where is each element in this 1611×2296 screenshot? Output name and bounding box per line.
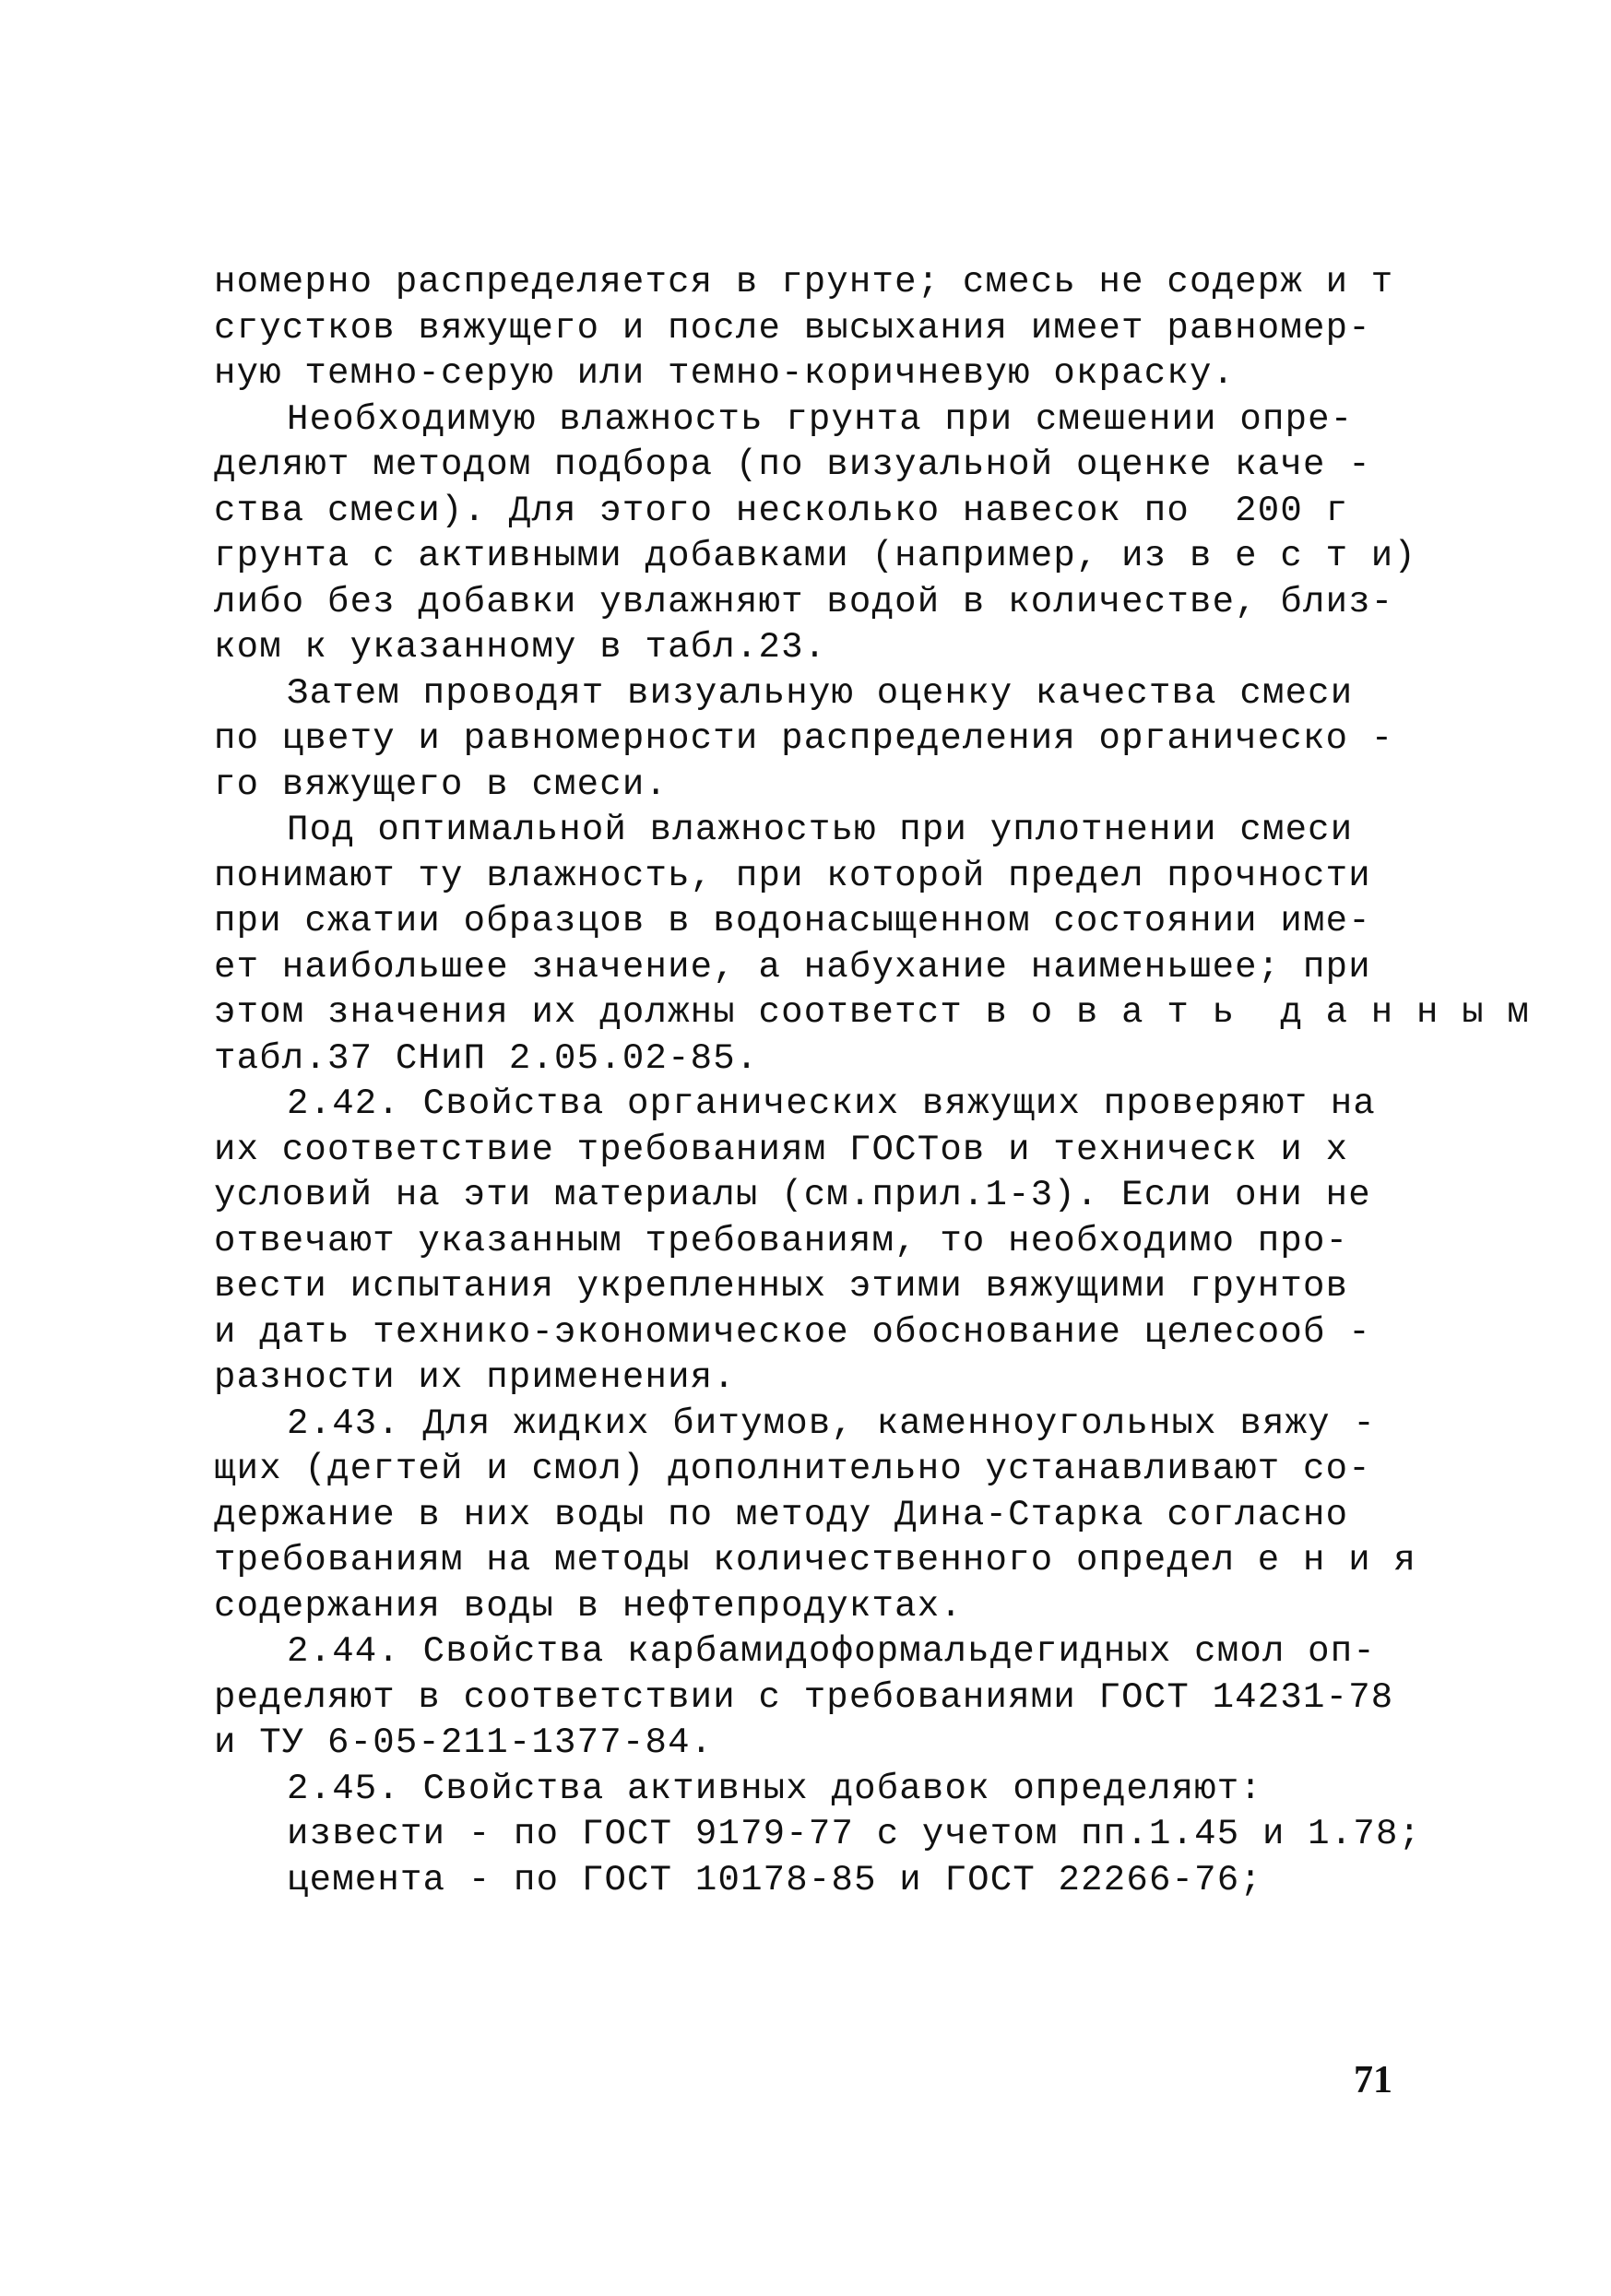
text-line: деляют методом подбора (по визуальной оценке каче -	[214, 444, 1371, 485]
text-line: ет наибольшее значение, а набухание наименьшее; при	[214, 946, 1371, 988]
section-2-43-line: 2.43. Для жидких битумов, каменноугольных вяжу -	[287, 1402, 1376, 1444]
text-line: сгустков вяжущего и после высыхания имеет равномер-	[214, 307, 1371, 349]
list-item-cement: цемента - по ГОСТ 10178-85 и ГОСТ 22266-76;	[287, 1859, 1262, 1900]
paragraph-start-line: Под оптимальной влажностью при уплотнении смеси	[287, 810, 1354, 850]
text-line: разности их применения.	[214, 1357, 736, 1398]
text-line: ную темно-серую или темно-коричневую окраску.	[214, 353, 1236, 394]
text-line: ства смеси). Для этого несколько навесок по 200 г	[214, 490, 1349, 531]
text-line: и дать технико-экономическое обоснование целесооб -	[214, 1311, 1371, 1353]
body-text	[214, 260, 1531, 1903]
text-line: ределяют в соответствии с требованиями ГОСТ 14231-78	[214, 1676, 1394, 1718]
text-line: грунта с активными добавками (например, из в е с т и)	[214, 536, 1417, 576]
section-2-42-line: 2.42. Свойства органических вяжущих проверяют на	[287, 1083, 1376, 1124]
text-line: понимают ту влажность, при которой предел прочности	[214, 855, 1371, 896]
text-line: отвечают указанным требованиям, то необходимо про-	[214, 1220, 1349, 1261]
text-line: ком к указанному в табл.23.	[214, 627, 827, 668]
text-line: го вяжущего в смеси.	[214, 763, 669, 805]
text-line: условий на эти материалы (см.прил.1-3). Если они не	[214, 1175, 1371, 1215]
text-line: их соответствие требованиям ГОСТов и техническ и х	[214, 1129, 1349, 1170]
text-line: содержания воды в нефтепродуктах.	[214, 1585, 963, 1627]
section-2-44-line: 2.44. Свойства карбамидоформальдегидных смол оп-	[287, 1631, 1376, 1672]
text-line: по цвету и равномерности распределения органическо -	[214, 718, 1394, 759]
paragraph-start-line: Затем проводят визуальную оценку качества смеси	[287, 672, 1354, 714]
text-line: номерно распределяется в грунте; смесь не содерж и т	[214, 262, 1394, 302]
text-line: требованиям на методы количественного определ е н и я	[214, 1540, 1417, 1580]
text-line: либо без добавки увлажняют водой в количестве, близ-	[214, 581, 1394, 622]
text-line: и ТУ 6-05-211-1377-84.	[214, 1722, 714, 1763]
text-line: держание в них воды по методу Дина-Старка согласно	[214, 1494, 1349, 1535]
text-line: щих (дегтей и смол) дополнительно устанавливают со-	[214, 1449, 1371, 1489]
section-2-45-line: 2.45. Свойства активных добавок определяют:	[287, 1768, 1262, 1809]
list-item-lime: извести - по ГОСТ 9179-77 с учетом пп.1.45 и 1.78;	[287, 1814, 1422, 1854]
text-line: этом значения их должны соответст в о в а т ь д а н н ы м	[214, 992, 1531, 1033]
paragraph-start-line: Необходимую влажность грунта при смешении опре-	[287, 398, 1354, 440]
text-line: вести испытания укрепленных этими вяжущими грунтов	[214, 1266, 1349, 1307]
text-line: при сжатии образцов в водонасыщенном состоянии име-	[214, 901, 1371, 941]
page-number: 71	[1354, 2059, 1392, 2101]
text-line: табл.37 СНиП 2.05.02-85.	[214, 1037, 759, 1079]
